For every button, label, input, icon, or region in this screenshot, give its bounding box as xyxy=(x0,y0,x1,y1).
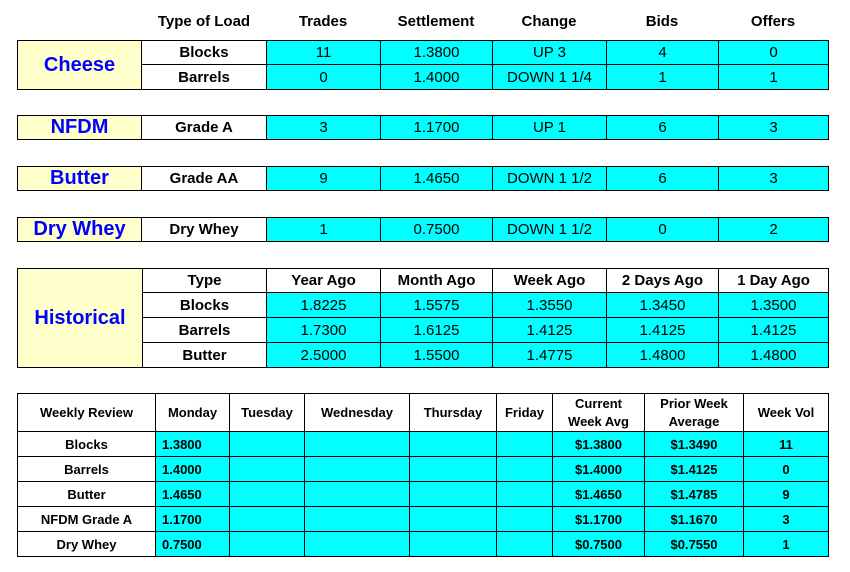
weekly-cell-week-vol: 1 xyxy=(743,531,829,557)
header-type-of-load: Type of Load xyxy=(157,12,251,30)
cheese-blocks-settlement: 1.3800 xyxy=(380,40,493,65)
drywhey-offers: 2 xyxy=(718,217,829,242)
cheese-barrels-load: Barrels xyxy=(141,64,267,90)
header-change: Change xyxy=(521,12,577,30)
weekly-header-wednesday: Wednesday xyxy=(304,393,410,432)
historical-row-type: Barrels xyxy=(142,317,267,343)
header-settlement: Settlement xyxy=(397,12,475,30)
weekly-cell-tuesday xyxy=(229,506,305,532)
weekly-cell-wednesday xyxy=(304,431,410,457)
weekly-cell-monday: 1.1700 xyxy=(155,506,230,532)
weekly-cell-prior-avg: $1.4785 xyxy=(644,481,744,507)
weekly-header-tuesday: Tuesday xyxy=(229,393,305,432)
weekly-cell-wednesday xyxy=(304,506,410,532)
historical-cell: 1.4125 xyxy=(606,317,719,343)
cheese-blocks-bids: 4 xyxy=(606,40,719,65)
historical-header-type: Type xyxy=(142,268,267,293)
cheese-barrels-trades: 0 xyxy=(266,64,381,90)
cheese-barrels-offers: 1 xyxy=(718,64,829,90)
weekly-cell-thursday xyxy=(409,456,497,482)
weekly-cell-week-vol: 0 xyxy=(743,456,829,482)
weekly-header-monday: Monday xyxy=(155,393,230,432)
weekly-cell-monday: 1.4650 xyxy=(155,481,230,507)
drywhey-settlement: 0.7500 xyxy=(380,217,493,242)
nfdm-load: Grade A xyxy=(141,115,267,140)
weekly-cell-friday xyxy=(496,506,553,532)
historical-row-type: Butter xyxy=(142,342,267,368)
historical-header-month-ago: Month Ago xyxy=(380,268,493,293)
butter-load: Grade AA xyxy=(141,166,267,191)
weekly-header-current-line1: Current xyxy=(575,395,622,411)
weekly-cell-thursday xyxy=(409,431,497,457)
header-offers: Offers xyxy=(750,12,796,30)
weekly-cell-friday xyxy=(496,481,553,507)
nfdm-offers: 3 xyxy=(718,115,829,140)
weekly-cell-thursday xyxy=(409,481,497,507)
historical-header-2-days-ago: 2 Days Ago xyxy=(606,268,719,293)
weekly-header-prior-line1: Prior Week xyxy=(660,395,728,411)
drywhey-change: DOWN 1 1/2 xyxy=(492,217,607,242)
nfdm-title: NFDM xyxy=(17,115,142,140)
weekly-cell-week-vol: 9 xyxy=(743,481,829,507)
weekly-cell-week-vol: 11 xyxy=(743,431,829,457)
nfdm-change: UP 1 xyxy=(492,115,607,140)
historical-cell: 1.3450 xyxy=(606,292,719,318)
weekly-header-current-week-avg xyxy=(552,393,645,432)
weekly-cell-prior-avg: $0.7550 xyxy=(644,531,744,557)
historical-cell: 1.5500 xyxy=(380,342,493,368)
weekly-cell-thursday xyxy=(409,531,497,557)
historical-cell: 1.8225 xyxy=(266,292,381,318)
weekly-cell-tuesday xyxy=(229,431,305,457)
weekly-cell-current-avg: $1.1700 xyxy=(552,506,645,532)
butter-bids: 6 xyxy=(606,166,719,191)
weekly-header-week-vol: Week Vol xyxy=(743,393,829,432)
weekly-cell-tuesday xyxy=(229,456,305,482)
weekly-cell-prior-avg: $1.1670 xyxy=(644,506,744,532)
weekly-row-name: NFDM Grade A xyxy=(17,506,156,532)
weekly-header-prior-line2: Average xyxy=(668,413,720,429)
weekly-cell-friday xyxy=(496,431,553,457)
weekly-cell-current-avg: $1.3800 xyxy=(552,431,645,457)
weekly-cell-prior-avg: $1.3490 xyxy=(644,431,744,457)
weekly-header-current-line2: Week Avg xyxy=(568,413,629,429)
historical-header-week-ago: Week Ago xyxy=(492,268,607,293)
header-trades: Trades xyxy=(298,12,348,30)
weekly-row-name: Blocks xyxy=(17,431,156,457)
drywhey-trades: 1 xyxy=(266,217,381,242)
cheese-blocks-load: Blocks xyxy=(141,40,267,65)
weekly-row-name: Dry Whey xyxy=(17,531,156,557)
weekly-cell-monday: 1.3800 xyxy=(155,431,230,457)
nfdm-trades: 3 xyxy=(266,115,381,140)
cheese-barrels-settlement: 1.4000 xyxy=(380,64,493,90)
weekly-cell-current-avg: $1.4000 xyxy=(552,456,645,482)
cheese-blocks-offers: 0 xyxy=(718,40,829,65)
weekly-cell-thursday xyxy=(409,506,497,532)
drywhey-bids: 0 xyxy=(606,217,719,242)
nfdm-bids: 6 xyxy=(606,115,719,140)
historical-cell: 1.6125 xyxy=(380,317,493,343)
weekly-cell-friday xyxy=(496,531,553,557)
historical-header-year-ago: Year Ago xyxy=(266,268,381,293)
weekly-header-thursday: Thursday xyxy=(409,393,497,432)
historical-cell: 1.4800 xyxy=(606,342,719,368)
historical-row-type: Blocks xyxy=(142,292,267,318)
weekly-cell-prior-avg: $1.4125 xyxy=(644,456,744,482)
historical-cell: 1.4800 xyxy=(718,342,829,368)
butter-trades: 9 xyxy=(266,166,381,191)
weekly-row-name: Butter xyxy=(17,481,156,507)
weekly-cell-monday: 1.4000 xyxy=(155,456,230,482)
drywhey-load: Dry Whey xyxy=(141,217,267,242)
weekly-cell-wednesday xyxy=(304,456,410,482)
historical-cell: 1.3500 xyxy=(718,292,829,318)
weekly-cell-wednesday xyxy=(304,481,410,507)
historical-header-1-day-ago: 1 Day Ago xyxy=(718,268,829,293)
historical-cell: 1.3550 xyxy=(492,292,607,318)
weekly-header-friday: Friday xyxy=(496,393,553,432)
cheese-barrels-change: DOWN 1 1/4 xyxy=(492,64,607,90)
historical-cell: 1.5575 xyxy=(380,292,493,318)
cheese-barrels-bids: 1 xyxy=(606,64,719,90)
weekly-cell-tuesday xyxy=(229,481,305,507)
nfdm-settlement: 1.1700 xyxy=(380,115,493,140)
weekly-cell-current-avg: $1.4650 xyxy=(552,481,645,507)
historical-cell: 1.7300 xyxy=(266,317,381,343)
cheese-blocks-change: UP 3 xyxy=(492,40,607,65)
weekly-cell-monday: 0.7500 xyxy=(155,531,230,557)
butter-change: DOWN 1 1/2 xyxy=(492,166,607,191)
cheese-blocks-trades: 11 xyxy=(266,40,381,65)
butter-offers: 3 xyxy=(718,166,829,191)
historical-title: Historical xyxy=(17,268,143,368)
weekly-cell-friday xyxy=(496,456,553,482)
weekly-cell-tuesday xyxy=(229,531,305,557)
weekly-row-name: Barrels xyxy=(17,456,156,482)
drywhey-title: Dry Whey xyxy=(17,217,142,242)
weekly-cell-wednesday xyxy=(304,531,410,557)
weekly-cell-week-vol: 3 xyxy=(743,506,829,532)
butter-title: Butter xyxy=(17,166,142,191)
historical-cell: 2.5000 xyxy=(266,342,381,368)
header-bids: Bids xyxy=(645,12,679,30)
cheese-title: Cheese xyxy=(17,40,142,90)
weekly-cell-current-avg: $0.7500 xyxy=(552,531,645,557)
historical-cell: 1.4775 xyxy=(492,342,607,368)
weekly-header-title: Weekly Review xyxy=(17,393,156,432)
historical-cell: 1.4125 xyxy=(718,317,829,343)
historical-cell: 1.4125 xyxy=(492,317,607,343)
weekly-header-prior-week-average xyxy=(644,393,744,432)
butter-settlement: 1.4650 xyxy=(380,166,493,191)
